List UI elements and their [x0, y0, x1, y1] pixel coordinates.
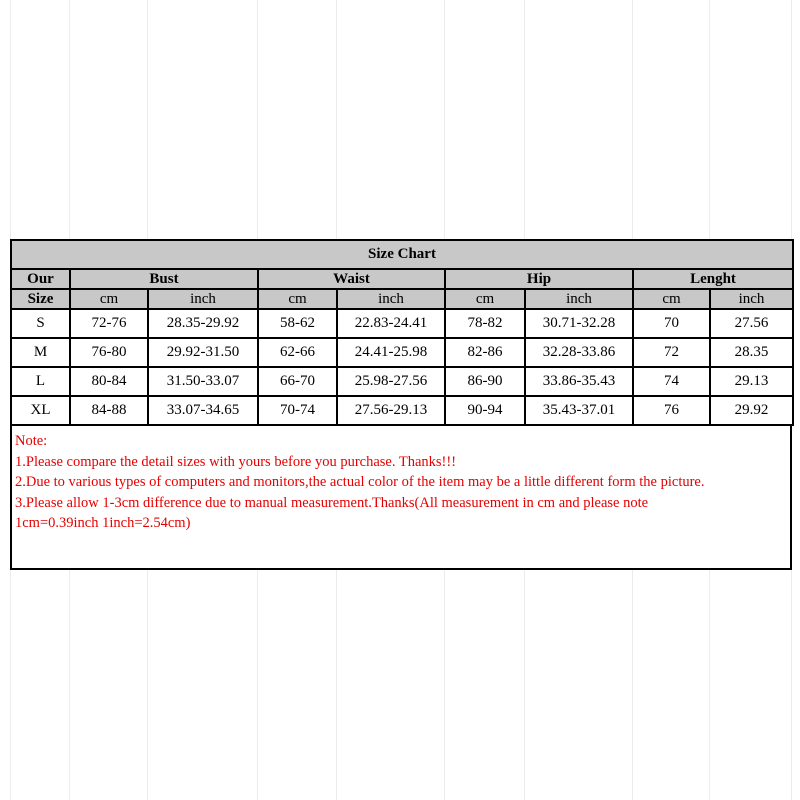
notes-box: [10, 426, 792, 570]
waist-header: Waist: [258, 269, 445, 289]
length-header: Lenght: [633, 269, 793, 289]
table-cell: 70: [633, 309, 710, 338]
table-cell: 33.86-35.43: [525, 367, 633, 396]
table-cell: 72-76: [70, 309, 148, 338]
bust-header: Bust: [70, 269, 258, 289]
table-cell: 35.43-37.01: [525, 396, 633, 425]
table-cell: 74: [633, 367, 710, 396]
unit-header: cm: [445, 289, 525, 309]
size-cell: XL: [11, 396, 70, 425]
table-cell: 28.35-29.92: [148, 309, 258, 338]
table-cell: 31.50-33.07: [148, 367, 258, 396]
chart-title: Size Chart: [11, 240, 793, 269]
table-cell: 25.98-27.56: [337, 367, 445, 396]
note-heading: Note:: [15, 433, 48, 449]
unit-header: cm: [258, 289, 337, 309]
note-line: 1.Please compare the detail sizes with yours before you purchase. Thanks!!!: [15, 453, 457, 470]
table-cell: 70-74: [258, 396, 337, 425]
hip-header: Hip: [445, 269, 633, 289]
unit-header: inch: [148, 289, 258, 309]
table-row: [11, 367, 793, 396]
table-cell: 29.13: [710, 367, 793, 396]
table-cell: 27.56-29.13: [337, 396, 445, 425]
table-row: [11, 396, 793, 425]
table-cell: 30.71-32.28: [525, 309, 633, 338]
table-cell: 84-88: [70, 396, 148, 425]
table-cell: 24.41-25.98: [337, 338, 445, 367]
table-cell: 66-70: [258, 367, 337, 396]
size-column-header-top: Our: [11, 269, 70, 289]
size-cell: S: [11, 309, 70, 338]
table-cell: 62-66: [258, 338, 337, 367]
size-column-header-bottom: Size: [11, 289, 70, 309]
unit-header: inch: [710, 289, 793, 309]
table-cell: 72: [633, 338, 710, 367]
table-cell: 32.28-33.86: [525, 338, 633, 367]
unit-header: cm: [70, 289, 148, 309]
table-cell: 78-82: [445, 309, 525, 338]
note-line: 2.Due to various types of computers and monitors,the actual color of the item may be a little different form the picture.: [15, 474, 705, 490]
size-cell: M: [11, 338, 70, 367]
table-cell: 33.07-34.65: [148, 396, 258, 425]
table-cell: 80-84: [70, 367, 148, 396]
table-cell: 58-62: [258, 309, 337, 338]
size-chart: [10, 239, 792, 570]
table-cell: 22.83-24.41: [337, 309, 445, 338]
unit-header: inch: [337, 289, 445, 309]
table-cell: 27.56: [710, 309, 793, 338]
unit-header: cm: [633, 289, 710, 309]
table-cell: 76: [633, 396, 710, 425]
table-cell: 29.92: [710, 396, 793, 425]
table-cell: 86-90: [445, 367, 525, 396]
size-cell: L: [11, 367, 70, 396]
table-cell: 90-94: [445, 396, 525, 425]
table-cell: 76-80: [70, 338, 148, 367]
table-row: [11, 309, 793, 338]
table-cell: 29.92-31.50: [148, 338, 258, 367]
unit-header: inch: [525, 289, 633, 309]
table-cell: 82-86: [445, 338, 525, 367]
size-table: [10, 239, 794, 426]
table-cell: 28.35: [710, 338, 793, 367]
note-line: 3.Please allow 1-3cm difference due to manual measurement.Thanks(All measurement in cm and please note: [15, 494, 649, 511]
note-line: 1cm=0.39inch 1inch=2.54cm): [15, 515, 191, 531]
table-row: [11, 338, 793, 367]
